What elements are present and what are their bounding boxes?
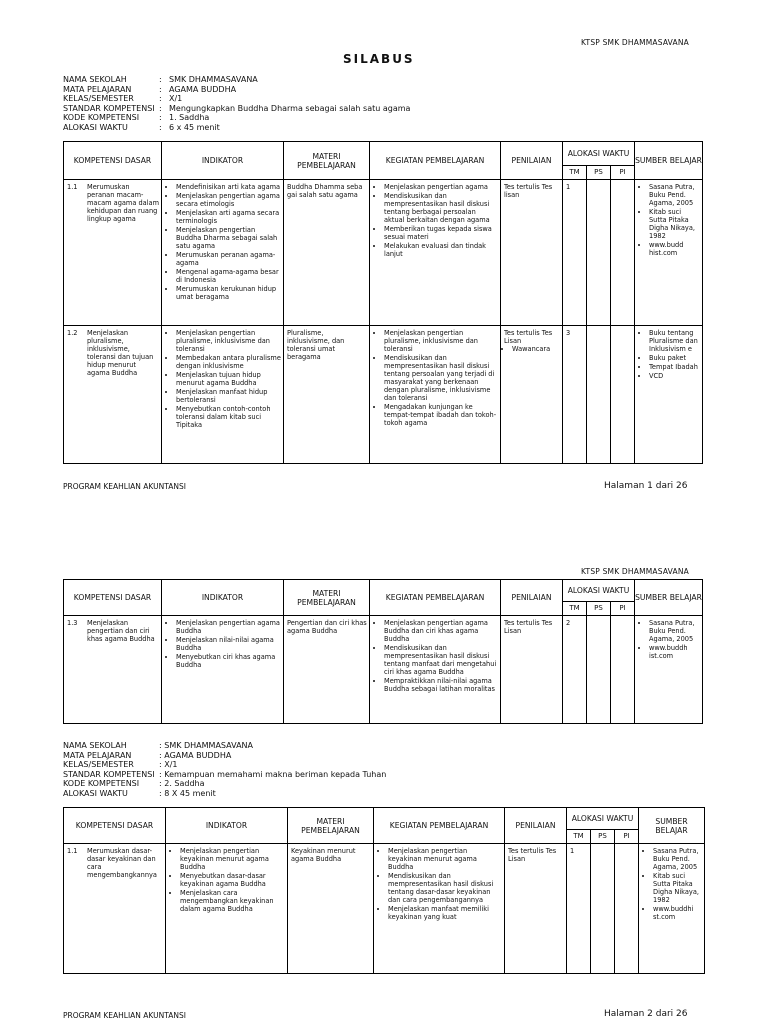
list-item: • Mendiskusikan dan mempresentasikan hasil diskusi tentang dasar-dasar keyakinan dan cara pengembangannya	[388, 872, 502, 904]
kegiatan-list	[373, 329, 498, 427]
header-ps: PS	[587, 602, 611, 616]
page-number: Halaman 2 dari 26	[604, 1009, 688, 1019]
header-tm: TM	[567, 830, 591, 844]
syllabus-table	[63, 807, 705, 974]
materi-cell: Keyakinan menurut agama Buddha	[288, 844, 374, 974]
code-label: KODE KOMPETENSI	[63, 113, 140, 123]
materi-cell: Pluralisme, inklusivisme, dan toleransi umat beragama	[284, 326, 370, 464]
list-item: • Menjelaskan pengertian pluralisme, inklusivisme dan toleransi	[176, 329, 281, 353]
time-label: ALOKASI WAKTU	[63, 122, 128, 132]
pi-cell	[615, 844, 639, 974]
pi-cell	[611, 616, 635, 724]
class-value: : X/1	[159, 760, 178, 770]
pi-cell	[611, 326, 635, 464]
header-pi: PI	[615, 830, 639, 844]
time-label: ALOKASI WAKTU	[63, 788, 128, 798]
list-item: • Menjelaskan manfaat hidup bertoleransi	[176, 388, 281, 404]
list-item: • Menjelaskan pengertian keyakinan menurut agama Buddha	[388, 847, 502, 871]
ps-cell	[587, 616, 611, 724]
separator: :	[159, 103, 162, 113]
list-item: • Mengadakan kunjungan ke tempat-tempat ibadah dan tokoh-tokoh agama	[384, 403, 498, 427]
school-header: KTSP SMK DHAMMASAVANA	[581, 38, 690, 47]
subject-label: MATA PELAJARAN	[63, 84, 132, 94]
list-item: • Menjelaskan manfaat memiliki keyakinan yang kuat	[388, 905, 502, 921]
header-pi: PI	[611, 166, 635, 180]
kd-text: Merumuskan peranan macam-macam agama dalam kehidupan dan ruang lingkup agama	[87, 183, 159, 223]
list-item: • www.budd hist.com	[649, 241, 700, 257]
subject-label: MATA PELAJARAN	[63, 750, 132, 760]
school-label: NAMA SEKOLAH	[63, 741, 127, 750]
header-indikator: INDIKATOR	[166, 808, 288, 844]
class-value: X/1	[169, 94, 183, 104]
list-item: • Menjelaskan pengertian Buddha Dharma sebagai salah satu agama	[176, 226, 281, 250]
kd-number: 1.1	[67, 183, 78, 191]
header-indikator: INDIKATOR	[162, 580, 284, 616]
list-item: • www.buddhi st.com	[653, 905, 702, 921]
ps-cell	[587, 180, 611, 326]
header-ps: PS	[587, 166, 611, 180]
list-item: • Merumuskan peranan agama-agama	[176, 251, 281, 267]
standard-value: : Kemampuan memahami makna beriman kepada Tuhan	[159, 769, 387, 779]
header-penilaian: PENILAIAN	[505, 808, 567, 844]
code-label: KODE KOMPETENSI	[63, 779, 140, 789]
separator: :	[159, 94, 162, 104]
list-item: • Menyebutkan dasar-dasar keyakinan agama Buddha	[180, 872, 285, 888]
indikator-list	[165, 183, 281, 301]
list-item: • Sasana Putra, Buku Pend. Agama, 2005	[653, 847, 702, 871]
standard-label: STANDAR KOMPETENSI	[63, 769, 155, 779]
identity-block	[63, 75, 410, 133]
tm-cell: 3	[563, 326, 587, 464]
header-alokasi: ALOKASI WAKTU	[563, 142, 635, 166]
pi-cell	[611, 180, 635, 326]
header-penilaian: PENILAIAN	[501, 580, 563, 616]
list-item: • Kitab suci Sutta Pitaka Digha Nikaya, 1982	[649, 208, 700, 240]
header-kegiatan: KEGIATAN PEMBELAJARAN	[374, 808, 505, 844]
list-item: • Mengenal agama-agama besar di Indonesia	[176, 268, 281, 284]
list-item: • Menjelaskan cara mengembangkan keyakinan dalam agama Buddha	[180, 889, 285, 913]
page-title: SILABUS	[343, 52, 415, 66]
indikator-list	[169, 847, 285, 913]
sumber-list	[638, 183, 700, 257]
class-label: KELAS/SEMESTER	[63, 94, 134, 104]
list-item: • Menjelaskan pengertian agama	[384, 183, 498, 191]
list-item: • Buku paket	[649, 354, 700, 362]
subject-value: : AGAMA BUDDHA	[159, 750, 232, 760]
tm-cell: 1	[563, 180, 587, 326]
materi-cell: Buddha Dhamma seba gai salah satu agama	[284, 180, 370, 326]
header-alokasi: ALOKASI WAKTU	[567, 808, 639, 830]
table-row	[64, 326, 703, 464]
sumber-list	[638, 329, 700, 380]
header-tm: TM	[563, 166, 587, 180]
list-item: • Sasana Putra, Buku Pend. Agama, 2005	[649, 619, 700, 643]
code-value: : 2. Saddha	[159, 779, 205, 789]
school-value: SMK DHAMMASAVANA	[169, 75, 258, 84]
list-item: • Melakukan evaluasi dan tindak lanjut	[384, 242, 498, 258]
time-value: 6 x 45 menit	[169, 122, 220, 132]
syllabus-table	[63, 141, 703, 464]
list-item: • Kitab suci Sutta Pitaka Digha Nikaya, 1982	[653, 872, 702, 904]
header-materi: MATERI PEMBELAJARAN	[284, 580, 370, 616]
list-item: • www.buddh ist.com	[649, 644, 700, 660]
tm-cell: 2	[563, 616, 587, 724]
list-item: • Menjelaskan pengertian agama Buddha dan ciri khas agama Buddha	[384, 619, 498, 643]
footer-program: PROGRAM KEAHLIAN AKUNTANSI	[63, 1011, 186, 1020]
list-item: • Menjelaskan pengertian agama secara etimologis	[176, 192, 281, 208]
indikator-list	[165, 619, 281, 669]
header-sumber: SUMBER BELAJAR	[639, 808, 705, 844]
header-pi: PI	[611, 602, 635, 616]
sumber-list	[642, 847, 702, 921]
list-item: • Tempat Ibadah	[649, 363, 700, 371]
standard-label: STANDAR KOMPETENSI	[63, 103, 155, 113]
kd-number: 1.1	[67, 847, 78, 855]
footer-program: PROGRAM KEAHLIAN AKUNTANSI	[63, 482, 186, 491]
list-item: • Menyebutkan ciri khas agama Buddha	[176, 653, 281, 669]
list-item: • Menjelaskan pengertian keyakinan menurut agama Buddha	[180, 847, 285, 871]
kd-number: 1.3	[67, 619, 78, 627]
table-row	[64, 180, 703, 326]
header-sumber: SUMBER BELAJAR	[635, 142, 703, 180]
list-item: • Menjelaskan tujuan hidup menurut agama Buddha	[176, 371, 281, 387]
standard-value: Mengungkapkan Buddha Dharma sebagai salah satu agama	[169, 103, 411, 113]
header-kd: KOMPETENSI DASAR	[64, 808, 166, 844]
table-row	[64, 844, 705, 974]
penilaian-list	[504, 345, 560, 353]
separator: :	[159, 84, 162, 94]
kegiatan-list	[377, 847, 502, 921]
time-value: : 8 X 45 menit	[159, 788, 216, 798]
kd-text: Menjelaskan pengertian dan ciri khas agama Buddha	[87, 619, 155, 643]
list-item: • Mendefinisikan arti kata agama	[176, 183, 281, 191]
ps-cell	[587, 326, 611, 464]
header-materi: MATERI PEMBELAJARAN	[288, 808, 374, 844]
list-item: • Mendiskusikan dan mempresentasikan hasil diskusi tentang persoalan yang terjadi di masyarakat yang berkenaan dengan pluralisme, inklusivisme dan toleransi	[384, 354, 498, 402]
school-value: : SMK DHAMMASAVANA	[159, 741, 254, 750]
header-penilaian: PENILAIAN	[501, 142, 563, 180]
list-item: • Menjelaskan nilai-nilai agama Buddha	[176, 636, 281, 652]
penilaian-cell: Tes tertulis Tes Lisan	[501, 616, 563, 724]
header-alokasi: ALOKASI WAKTU	[563, 580, 635, 602]
list-item: • Menjelaskan pengertian agama Buddha	[176, 619, 281, 635]
penilaian-cell: Tes tertulis Tes Lisan	[505, 844, 567, 974]
list-item: • Merumuskan kerukunan hidup umat beragama	[176, 285, 281, 301]
school-header: KTSP SMK DHAMMASAVANA	[581, 567, 690, 576]
list-item: • VCD	[649, 372, 700, 380]
kd-text: Menjelaskan pluralisme, inklusivisme, toleransi dan tujuan hidup menurut agama Buddha	[87, 329, 154, 377]
code-value: 1. Saddha	[169, 113, 210, 123]
header-sumber: SUMBER BELAJAR	[635, 580, 703, 616]
kegiatan-list	[373, 619, 498, 693]
syllabus-table	[63, 579, 703, 724]
indikator-list	[165, 329, 281, 429]
header-indikator: INDIKATOR	[162, 142, 284, 180]
materi-cell: Pengertian dan ciri khas agama Buddha	[284, 616, 370, 724]
sumber-list	[638, 619, 700, 660]
kegiatan-list	[373, 183, 498, 258]
header-ps: PS	[591, 830, 615, 844]
penilaian-cell: Tes tertulis Tes lisan	[501, 180, 563, 326]
list-item: • Sasana Putra, Buku Pend. Agama, 2005	[649, 183, 700, 207]
list-item: • Menjelaskan arti agama secara terminologis	[176, 209, 281, 225]
table-row	[64, 616, 703, 724]
page-number: Halaman 1 dari 26	[604, 481, 688, 491]
kd-number: 1.2	[67, 329, 78, 337]
list-item: • Membedakan antara pluralisme dengan inklusivisme	[176, 354, 281, 370]
subject-value: AGAMA BUDDHA	[169, 84, 237, 94]
penilaian-text: Tes tertulis Tes Lisan	[504, 329, 553, 345]
list-item: • Mempraktikkan nilai-nilai agama Buddha sebagai latihan moralitas	[384, 677, 498, 693]
header-tm: TM	[563, 602, 587, 616]
list-item: • Buku tentang Pluralisme dan Inklusivism e	[649, 329, 700, 353]
identity-block	[63, 741, 386, 799]
separator: :	[159, 122, 162, 132]
school-label: NAMA SEKOLAH	[63, 75, 127, 84]
header-kegiatan: KEGIATAN PEMBELAJARAN	[370, 580, 501, 616]
header-kegiatan: KEGIATAN PEMBELAJARAN	[370, 142, 501, 180]
list-item: • Menjelaskan pengertian pluralisme, inklusivisme dan toleransi	[384, 329, 498, 353]
list-item: • Memberikan tugas kepada siswa sesuai materi	[384, 225, 498, 241]
kd-text: Merumuskan dasar-dasar keyakinan dan cara mengembangkannya	[87, 847, 157, 879]
separator: :	[159, 75, 162, 84]
header-kd: KOMPETENSI DASAR	[64, 580, 162, 616]
header-materi: MATERI PEMBELAJARAN	[284, 142, 370, 180]
list-item: • Menyebutkan contoh-contoh toleransi dalam kitab suci Tipitaka	[176, 405, 281, 429]
separator: :	[159, 113, 162, 123]
list-item: • Wawancara	[512, 345, 560, 353]
header-kd: KOMPETENSI DASAR	[64, 142, 162, 180]
tm-cell: 1	[567, 844, 591, 974]
list-item: • Mendiskusikan dan mempresentasikan hasil diskusi tentang manfaat dari mengetahui ciri khas agama Buddha	[384, 644, 498, 676]
ps-cell	[591, 844, 615, 974]
class-label: KELAS/SEMESTER	[63, 760, 134, 770]
list-item: • Mendiskusikan dan mempresentasikan hasil diskusi tentang berbagai persoalan aktual berkaitan dengan agama	[384, 192, 498, 224]
